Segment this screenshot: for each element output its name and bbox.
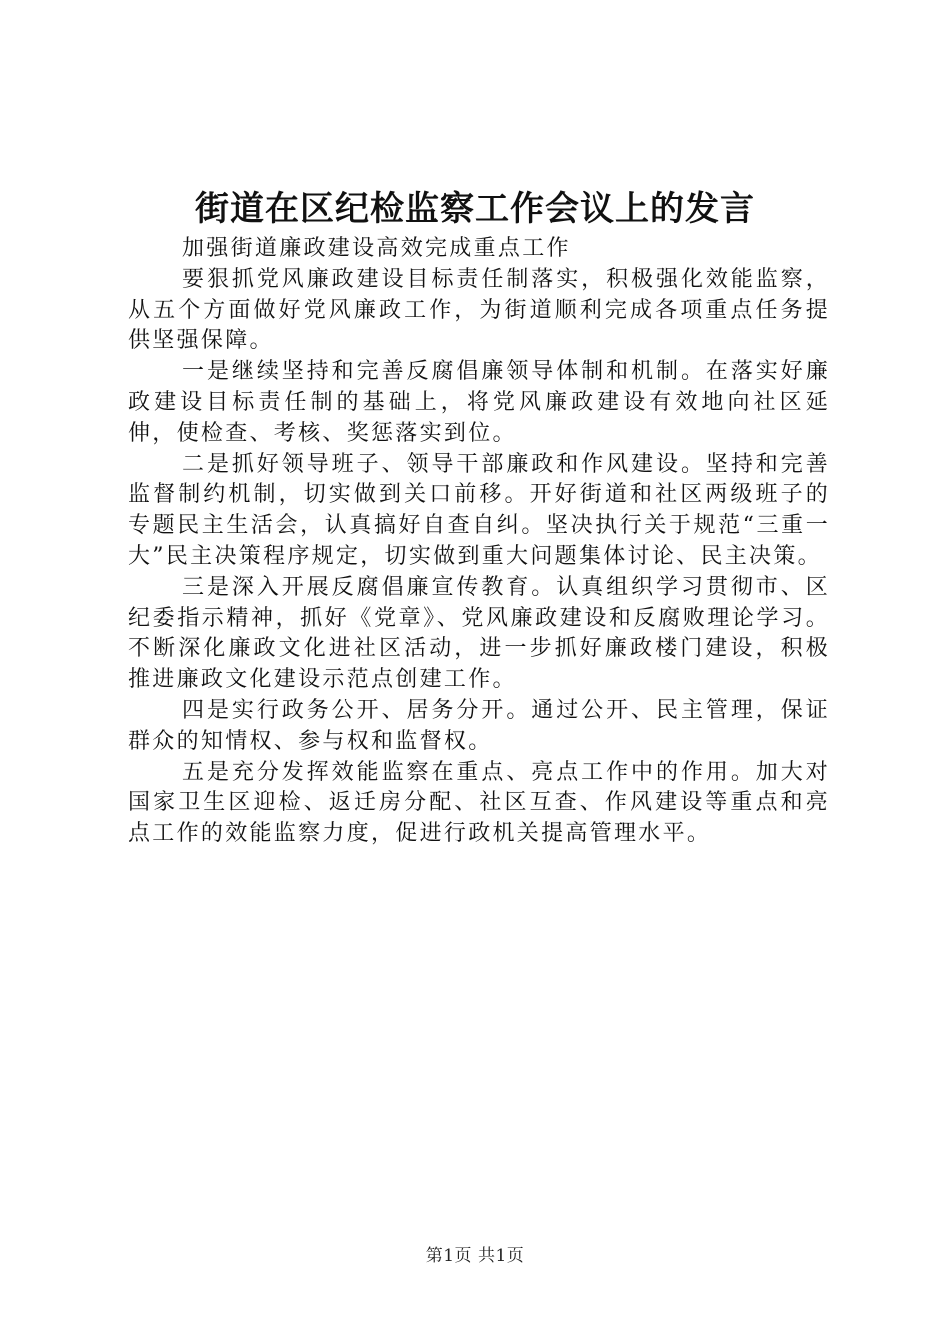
point-two-paragraph: 二是抓好领导班子、领导干部廉政和作风建设。坚持和完善监督制约机制，切实做到关口前移。开好街道和社区两级班子的专题民主生活会，认真搞好自查自纠。坚决执行关于规范“三重一大”民主决策程序规定，切实做到重大问题集体讨论、民主决策。 xyxy=(128,451,830,569)
subtitle-paragraph: 加强街道廉政建设高效完成重点工作 xyxy=(182,236,571,261)
point-three-paragraph: 三是深入开展反腐倡廉宣传教育。认真组织学习贯彻市、区纪委指示精神，抓好《党章》、党风廉政建设和反腐败理论学习。不断深化廉政文化进社区活动，进一步抓好廉政楼门建设，积极推进廉政文化建设示范点创建工作。 xyxy=(128,574,830,693)
page-footer: 第1页 共1页 xyxy=(425,1246,525,1266)
point-five-paragraph: 五是充分发挥效能监察在重点、亮点工作中的作用。加大对国家卫生区迎检、返迁房分配、社区互查、作风建设等重点和亮点工作的效能监察力度，促进行政机关提高管理水平。 xyxy=(128,759,830,847)
document-title: 街道在区纪检监察工作会议上的发言 xyxy=(195,189,755,229)
document-body xyxy=(128,234,830,850)
intro-paragraph: 要狠抓党风廉政建设目标责任制落实，积极强化效能监察，从五个方面做好党风廉政工作，为街道顺利完成各项重点任务提供坚强保障。 xyxy=(128,266,830,354)
point-four-paragraph: 四是实行政务公开、居务分开。通过公开、民主管理，保证群众的知情权、参与权和监督权。 xyxy=(128,697,830,754)
point-one-paragraph: 一是继续坚持和完善反腐倡廉领导体制和机制。在落实好廉政建设目标责任制的基础上，将党风廉政建设有效地向社区延伸，使检查、考核、奖惩落实到位。 xyxy=(128,359,830,446)
